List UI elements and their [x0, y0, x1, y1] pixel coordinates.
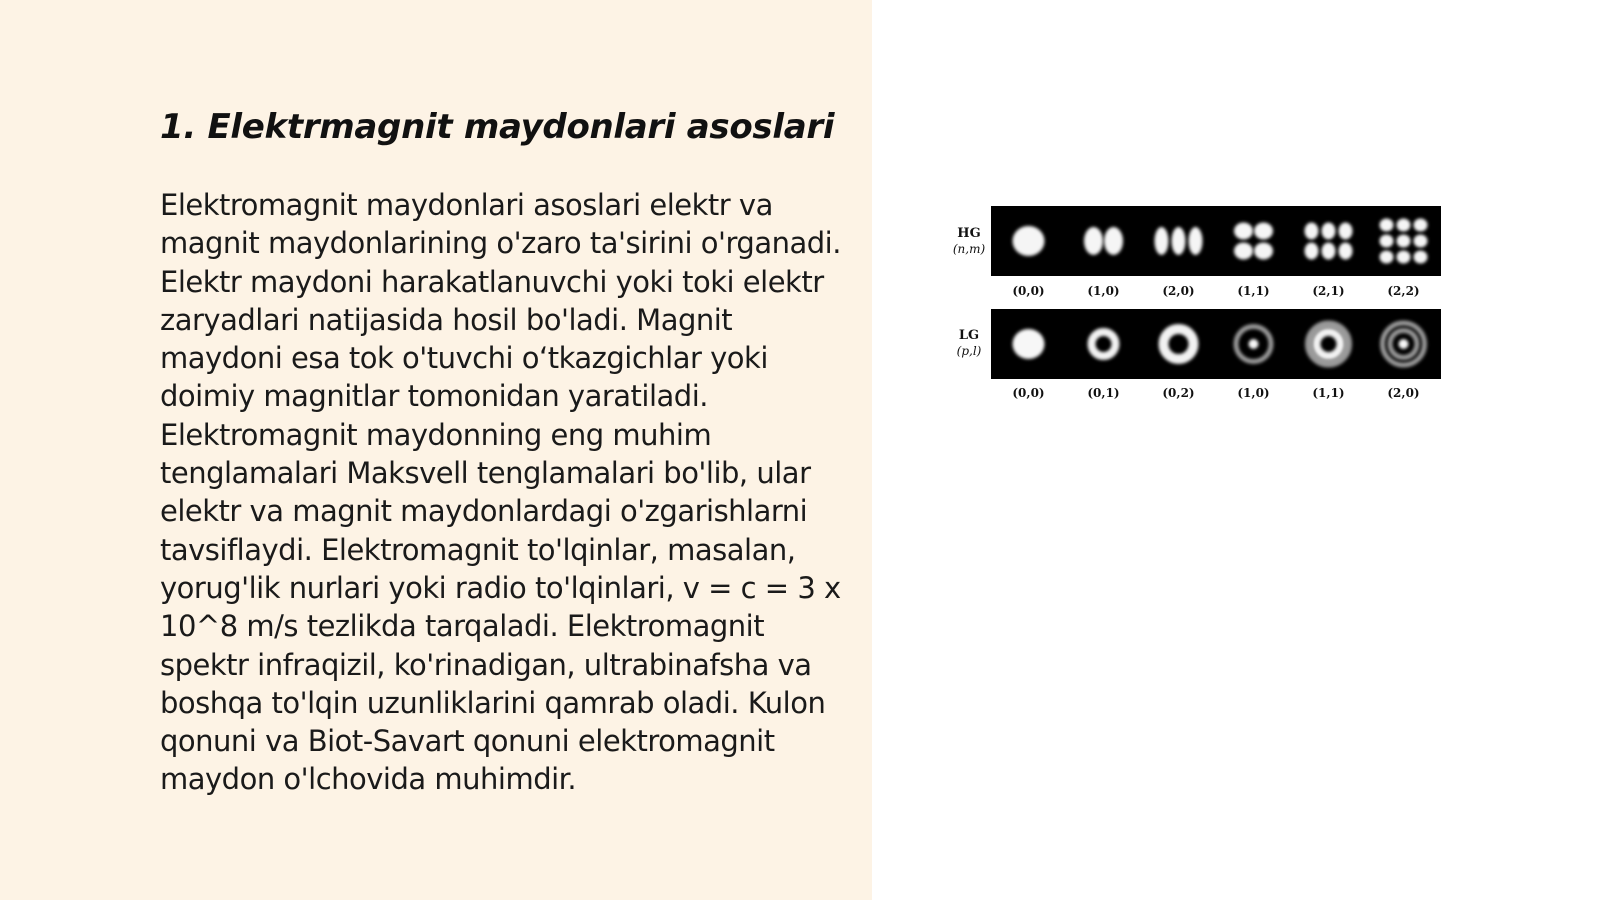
- mode-label-lg-2: (0,2): [1162, 386, 1195, 400]
- mode-cell-hg-2: [1141, 206, 1216, 276]
- row-index: (n,m): [952, 242, 986, 256]
- hg-intensity-lobe: [1339, 243, 1353, 260]
- hg-intensity-lobe: [1322, 243, 1336, 260]
- hg-intensity-lobe: [1084, 227, 1103, 255]
- mode-cell-lg-3: [1216, 309, 1291, 379]
- hg-intensity-lobe: [1155, 227, 1169, 255]
- mode-cell-lg-5: [1366, 309, 1441, 379]
- mode-cell-hg-4: [1291, 206, 1366, 276]
- mode-cell-hg-5: [1366, 206, 1441, 276]
- mode-cell-hg-1: [1066, 206, 1141, 276]
- mode-label-lg-1: (0,1): [1087, 386, 1120, 400]
- lg-intensity-spot: [1013, 329, 1045, 359]
- mode-cell-lg-4: [1291, 309, 1366, 379]
- mode-label-lg-5: (2,0): [1387, 386, 1420, 400]
- hg-intensity-lobe: [1172, 227, 1186, 255]
- mode-cell-lg-0: [991, 309, 1066, 379]
- hg-intensity-lobe: [1414, 235, 1428, 248]
- hg-intensity-lobe: [1305, 243, 1319, 260]
- mode-label-hg-5: (2,2): [1387, 284, 1420, 298]
- hg-intensity-lobe: [1254, 223, 1273, 240]
- mode-cell-lg-1: [1066, 309, 1141, 379]
- hg-intensity-lobe: [1397, 219, 1411, 232]
- hg-intensity-lobe: [1339, 223, 1353, 240]
- hg-intensity-lobe: [1397, 235, 1411, 248]
- hg-intensity-lobe: [1414, 251, 1428, 264]
- hg-intensity-lobe: [1013, 226, 1045, 256]
- lg-intensity-ring: [1317, 332, 1341, 356]
- hg-intensity-lobe: [1380, 251, 1394, 264]
- mode-label-hg-1: (1,0): [1087, 284, 1120, 298]
- slide-body-text: Elektromagnit maydonlari asoslari elektr va magnit maydonlarining o'zaro ta'sirini o'rganadi. Elektr maydoni harakatlanuvchi yoki toki elektr zaryadlari natijasida hosil bo'ladi. Magnit maydoni esa tok o'tuvchi o‘tkazgichlar yoki doimiy magnitlar tomonidan yaratiladi. Elektromagnit maydonning eng muhim tenglamalari Maksvell tenglamalari bo'lib, ular elektr va magnit maydonlardagi o'zgarishlarni tavsiflaydi. Elektromagnit to'lqinlar, masalan, yorug'lik nurlari yoki radio to'lqinlari, v = c = 3 x 10^8 m/s tezlikda tarqaladi. Elektromagnit spektr infraqizil, ko'rinadigan, ultrabinafsha va boshqa to'lqin uzunliklarini qamrab oladi. Kulon qonuni va Biot-Savart qonuni elektromagnit maydon o'lchovida muhimdir.: [160, 188, 841, 797]
- hg-intensity-lobe: [1234, 243, 1253, 260]
- lg-intensity-spot: [1249, 339, 1259, 349]
- mode-cell-hg-3: [1216, 206, 1291, 276]
- hg-intensity-lobe: [1397, 251, 1411, 264]
- mode-cell-lg-2: [1141, 309, 1216, 379]
- hg-intensity-lobe: [1254, 243, 1273, 260]
- mode-label-lg-3: (1,0): [1237, 386, 1270, 400]
- mode-label-hg-3: (1,1): [1237, 284, 1270, 298]
- row-name: HG: [957, 226, 981, 241]
- hg-intensity-lobe: [1380, 219, 1394, 232]
- hg-intensity-lobe: [1305, 223, 1319, 240]
- laser-mode-figure: [948, 206, 1448, 416]
- mode-label-lg-4: (1,1): [1312, 386, 1345, 400]
- mode-label-hg-2: (2,0): [1162, 284, 1195, 298]
- mode-label-hg-0: (0,0): [1012, 284, 1045, 298]
- slide-title: 1. Elektrmagnit maydonlari asoslari: [160, 107, 835, 147]
- hg-intensity-lobe: [1414, 219, 1428, 232]
- lg-intensity-spot: [1399, 339, 1409, 349]
- hg-intensity-lobe: [1234, 223, 1253, 240]
- lg-intensity-ring: [1092, 332, 1116, 356]
- hg-intensity-lobe: [1189, 227, 1203, 255]
- row-index: (p,l): [956, 344, 982, 358]
- hg-intensity-lobe: [1380, 235, 1394, 248]
- mode-label-lg-0: (0,0): [1012, 386, 1045, 400]
- row-label-lg: [948, 328, 990, 358]
- hg-intensity-lobe: [1322, 223, 1336, 240]
- row-name: LG: [958, 328, 980, 343]
- mode-label-hg-4: (2,1): [1312, 284, 1345, 298]
- lg-intensity-ring: [1164, 329, 1194, 359]
- mode-cell-hg-0: [991, 206, 1066, 276]
- hg-intensity-lobe: [1104, 227, 1123, 255]
- row-label-hg: [948, 226, 990, 256]
